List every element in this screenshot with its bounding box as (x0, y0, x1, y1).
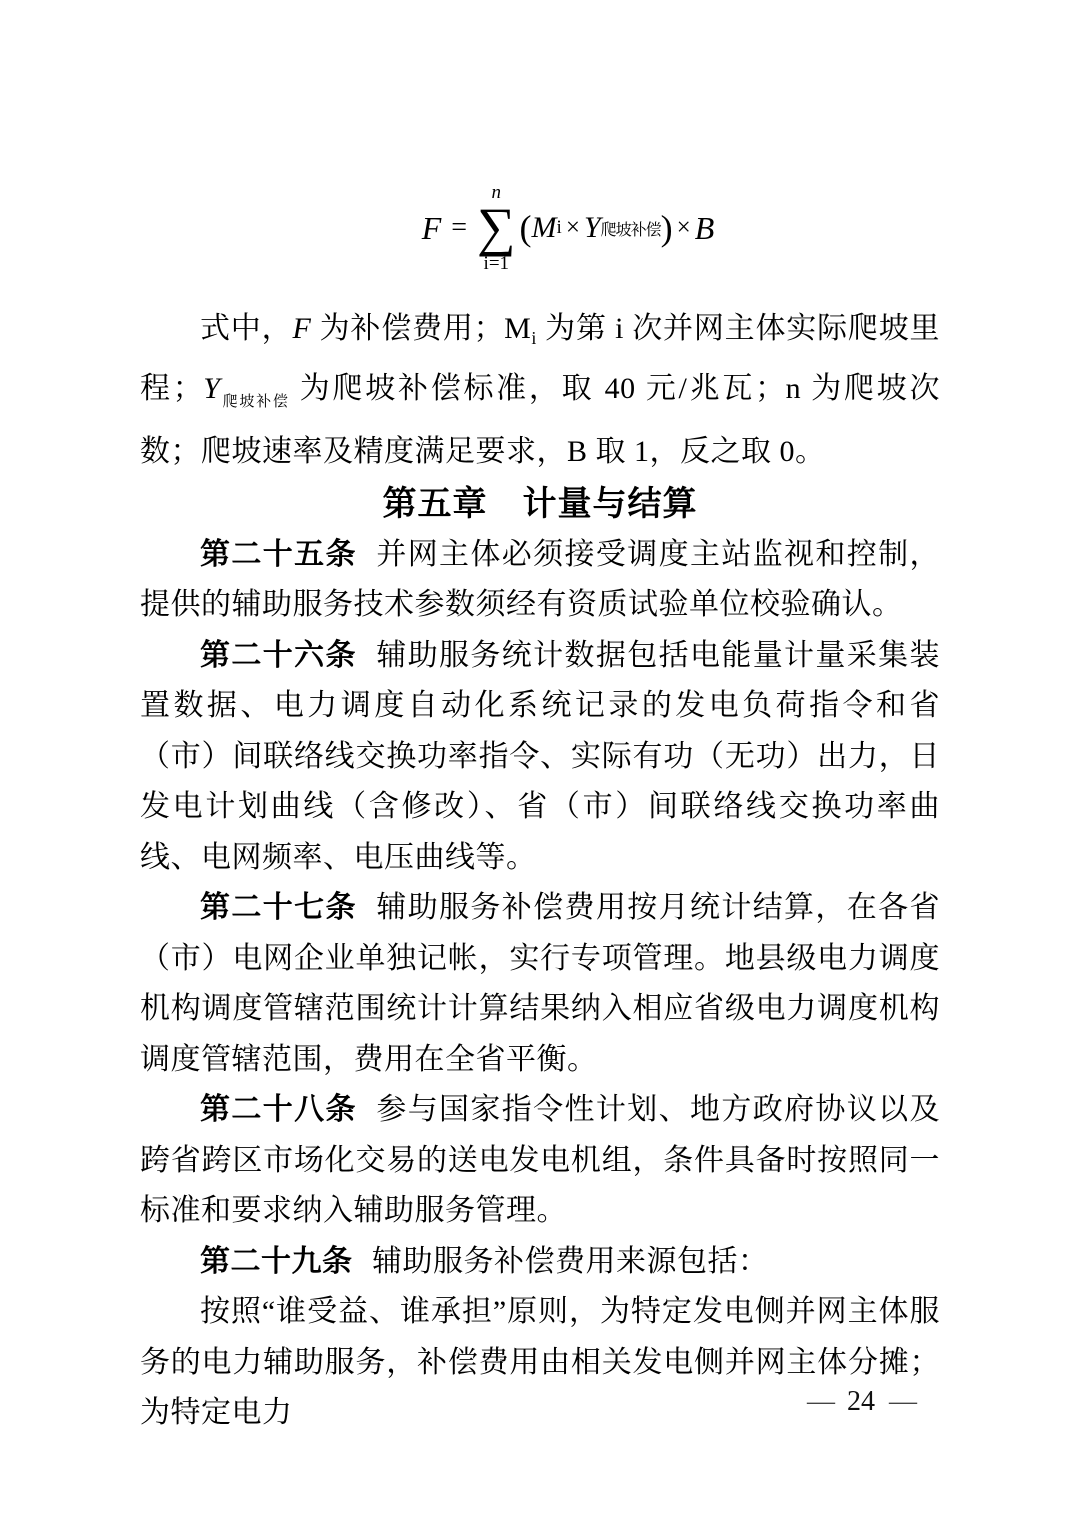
intro-var-f: F (292, 312, 312, 345)
article-28-paragraph (140, 1085, 940, 1237)
article-26-text: 辅助服务统计数据包括电能量计量采集装置数据、电力调度自动化系统记录的发电负荷指令和省（市）间联络线交换功率指令、实际有功（无功）出力，日发电计划曲线（含修改）、省（市）间联络线交换功率曲线、电网频率、电压曲线等。 (140, 638, 941, 874)
article-26-number: 第二十六条 (200, 638, 357, 672)
intro-sub-i: i (531, 328, 537, 348)
equals-sign: = (451, 212, 468, 243)
formula-var-f: F (421, 209, 442, 246)
summation-lower-limit: i=1 (483, 252, 510, 274)
intro-var-m: M (504, 312, 532, 345)
article-26-paragraph (140, 631, 940, 884)
article-28-text: 参与国家指令性计划、地方政府协议以及跨省跨区市场化交易的送电发电机组，条件具备时按照同一标准和要求纳入辅助服务管理。 (140, 1093, 941, 1227)
article-25-text: 并网主体必须接受调度主站监视和控制，提供的辅助服务技术参数须经有资质试验单位校验确认。 (140, 537, 941, 621)
document-body (140, 304, 940, 1439)
footer-left-dash: — (807, 1386, 833, 1417)
intro-seg-1: 式中， (200, 312, 293, 345)
article-25-paragraph (140, 530, 940, 631)
sigma-icon: ∑ (477, 197, 516, 258)
article-27-text: 辅助服务补偿费用按月统计结算，在各省（市）电网企业单独记帐，实行专项管理。地县级电力调度机构调度管辖范围统计计算结果纳入相应省级电力调度机构调度管辖范围，费用在全省平衡。 (140, 891, 941, 1076)
summation-upper-limit: n (491, 182, 502, 204)
formula-var-y: Y (583, 211, 601, 244)
compensation-formula (28, 182, 1080, 274)
open-paren: ( (519, 208, 532, 248)
summation-symbol (477, 183, 516, 272)
formula-var-m: M (531, 211, 557, 244)
article-29-number: 第二十九条 (200, 1244, 353, 1278)
formula-explanation-paragraph (140, 304, 940, 478)
page-number-footer (807, 1386, 915, 1418)
intro-sub-climb-compensation: 爬坡补偿 (220, 393, 290, 410)
intro-var-y: Y (203, 371, 221, 405)
chapter-heading: 第五章 计量与结算 (382, 484, 698, 523)
intro-seg-2: 为补偿费用； (311, 312, 505, 345)
multiply-sign: × (565, 214, 580, 241)
intro-seg-4: 为爬坡补偿标准，取 40 元/兆瓦；n 为爬坡次数；爬坡速率及精度满足要求，B 取 1，反之取 0。 (140, 371, 940, 468)
article-29-text: 辅助服务补偿费用来源包括： (372, 1244, 769, 1278)
formula-sub-climb-compensation: 爬坡补偿 (600, 221, 661, 239)
multiply-sign: × (676, 214, 691, 241)
article-29-paragraph (140, 1237, 940, 1288)
close-paren: ) (660, 208, 673, 248)
intro-seg-3: 为第 i 次并网主体实际爬坡里程； (140, 312, 940, 405)
formula-sub-i: i (556, 217, 562, 238)
closing-paragraph: 按照“谁受益、谁承担”原则，为特定发电侧并网主体服务的电力辅助服务，补偿费用由相关发电侧并网主体分摊；为特定电力 (140, 1295, 940, 1429)
formula-var-b: B (694, 209, 715, 246)
article-25-number: 第二十五条 (200, 537, 357, 571)
article-27-paragraph (140, 883, 940, 1085)
footer-right-dash: — (889, 1386, 915, 1417)
article-28-number: 第二十八条 (200, 1093, 357, 1126)
article-27-number: 第二十七条 (200, 891, 357, 924)
page-number: 24 (847, 1386, 875, 1417)
